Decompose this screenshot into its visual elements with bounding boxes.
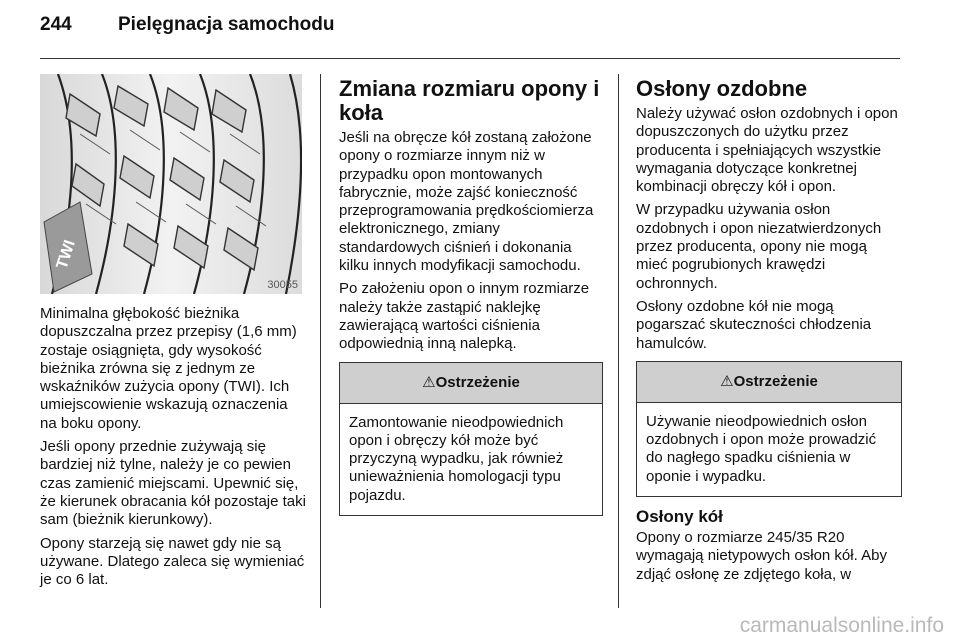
paragraph-unapproved-covers: W przypadku używania osłon ozdobnych i opon niezatwierdzonych przez producenta, opony nie mogą mieć pogrubionych krawędzi ochronnych. [636,201,882,292]
paragraph-tire-rotation: Jeśli opony przednie zużywają się bardziej niż tylne, należy je co pewien czas zamienić miejscami. Upewnić się, że kierunek obracania kół pozostaje taki sam (bieżnik kierunkowy). [40,438,306,529]
paragraph-brake-cooling: Osłony ozdobne kół nie mogą pogarszać skuteczności chłodzenia hamulców. [636,297,872,352]
middle-column [339,77,603,526]
subheading-wheel-caps: Osłony kół [636,507,723,527]
paragraph-size-change: Jeśli na obręcze kół zostaną założone opony o rozmiarze innym niż w przypadku opon montowanych fabrycznie, może zajść konieczność przeprogramowania prędkościomierza elektronicznego, zmiany standardowych ciśnień i dokonania kilku innych modyfikacji samochodu. [339,129,594,275]
page-number: 244 [40,14,72,35]
section-title: Pielęgnacja samochodu [118,14,335,35]
paragraph-approved-covers: Należy używać osłon ozdobnych i opon dopuszczonych do użytku przez producenta i spełniających wszystkie wymagania dotyczące konkretnej kombinacji obręczy kół i opon. [636,105,898,196]
column-divider-left [320,74,321,608]
right-column [636,77,902,589]
warning-text: Używanie nieodpowiednich osłon ozdobnych i opon może prowadzić do nagłego spadku ciśnienia w oponie i wypadku. [646,412,877,485]
warning-header [340,363,602,404]
warning-box-tire-size [339,362,603,516]
paragraph-pressure-label: Po założeniu opon o innym rozmiarze należy także zastąpić naklejkę zawierającą wartości ciśnienia odpowiednią inną nalepką. [339,280,590,353]
paragraph-tread-depth: Minimalna głębokość bieżnika dopuszczalna przez przepisy (1,6 mm) zostaje osiągnięta, gdy wysokość bieżnika zrówna się z jednym ze wskaźników zużycia opony (TWI). Ich umiejscowienie wskazują oznaczenia na boku opony. [40,305,297,432]
figure-code: 30055 [267,279,298,291]
warning-title: Ostrzeżenie [733,372,818,390]
page-header [40,14,334,36]
warning-title: Ostrzeżenie [435,373,520,391]
tire-tread-illustration [40,74,302,294]
warning-icon: ⚠ [422,373,436,391]
left-column [40,305,306,594]
watermark: carmanualsonline.info [739,614,944,637]
heading-wheel-covers: Osłony ozdobne [636,76,808,101]
warning-icon: ⚠ [720,372,734,390]
warning-text: Zamontowanie nieodpowiednich opon i obręczy kół może być przyczyną wypadku, jak również unieważnienia homologacji typu pojazdu. [349,413,564,504]
column-divider-right [618,74,619,608]
heading-tire-size-change: Zmiana rozmiaru opony i koła [339,76,600,125]
paragraph-wheel-caps: Opony o rozmiarze 245/35 R20 wymagają nietypowych osłon kół. Aby zdjąć osłonę ze zdjętego koła, w [636,529,887,583]
warning-header [637,362,901,403]
paragraph-tire-aging: Opony starzeją się nawet gdy nie są używane. Dlatego zaleca się wymieniać je co 6 lat. [40,534,305,589]
header-rule [40,58,900,59]
twi-label: TWI [53,238,79,272]
warning-box-wheel-covers [636,361,902,497]
tire-tread-figure [40,74,302,294]
